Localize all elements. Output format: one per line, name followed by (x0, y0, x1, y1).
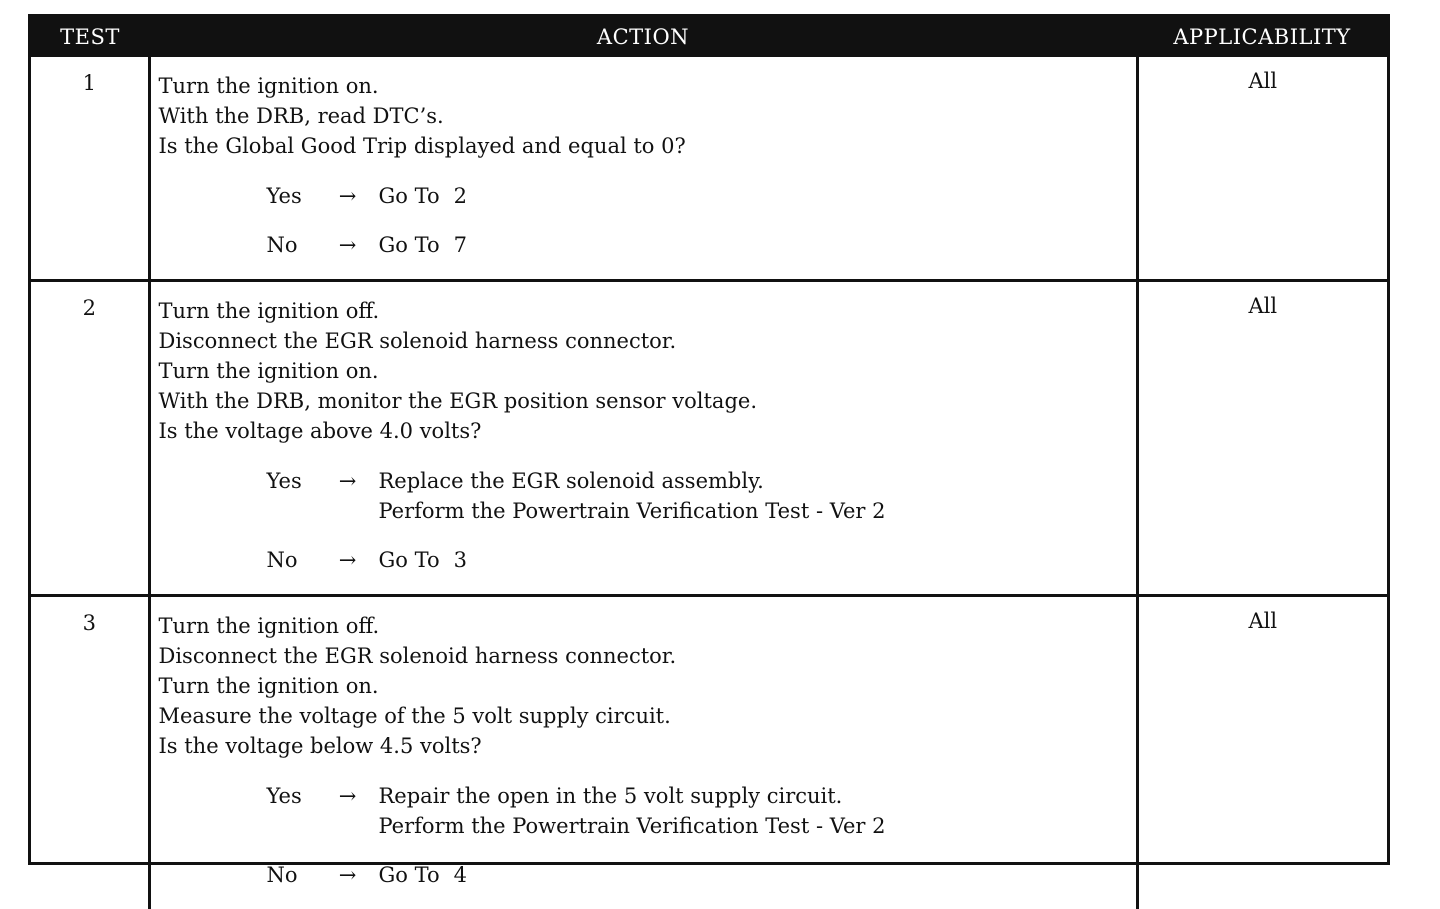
outcomes (267, 466, 1136, 575)
test-table (31, 17, 1387, 909)
header-action: ACTION (149, 17, 1137, 57)
arrow-icon: → (317, 860, 379, 890)
header-test: TEST (31, 17, 149, 57)
outcomes (267, 181, 1136, 260)
applicability-value: All (1137, 281, 1387, 596)
action-cell (149, 57, 1137, 281)
test-row-3 (31, 596, 1387, 909)
arrow-icon: → (317, 781, 379, 811)
goto-label: Go To (379, 184, 440, 208)
yes-result (379, 466, 1136, 526)
goto-label: Go To (379, 548, 440, 572)
no-outcome (267, 545, 1136, 575)
action-step: Turn the ignition on. (159, 671, 1136, 701)
yes-label: Yes (267, 781, 317, 811)
action-step: Measure the voltage of the 5 volt supply circuit. (159, 701, 1136, 731)
action-step: Is the Global Good Trip displayed and equal to 0? (159, 131, 1136, 161)
outcomes (267, 781, 1136, 890)
action-step: Is the voltage above 4.0 volts? (159, 416, 1136, 446)
action-cell (149, 596, 1137, 909)
goto-label: Go To (379, 233, 440, 257)
diagnostic-test-table (28, 14, 1390, 865)
no-outcome (267, 230, 1136, 260)
header-row (31, 17, 1387, 57)
yes-result (379, 181, 1136, 211)
action-cell (149, 281, 1137, 596)
test-row-1 (31, 57, 1387, 281)
action-step: Disconnect the EGR solenoid harness connector. (159, 326, 1136, 356)
action-step: Turn the ignition on. (159, 356, 1136, 386)
result-line: Repair the open in the 5 volt supply circuit. (379, 781, 1136, 811)
test-number: 3 (31, 596, 149, 909)
action-step: Turn the ignition off. (159, 296, 1136, 326)
arrow-icon: → (317, 466, 379, 496)
action-step: Turn the ignition on. (159, 71, 1136, 101)
applicability-value: All (1137, 57, 1387, 281)
yes-outcome (267, 781, 1136, 841)
goto-target: 7 (454, 233, 467, 257)
result-line: Replace the EGR solenoid assembly. (379, 466, 1136, 496)
no-label: No (267, 860, 317, 890)
action-step: Disconnect the EGR solenoid harness connector. (159, 641, 1136, 671)
action-step: Is the voltage below 4.5 volts? (159, 731, 1136, 761)
header-applicability: APPLICABILITY (1137, 17, 1387, 57)
yes-outcome (267, 181, 1136, 211)
action-step: With the DRB, read DTC’s. (159, 101, 1136, 131)
arrow-icon: → (317, 230, 379, 260)
action-steps (159, 611, 1136, 761)
no-result (379, 230, 1136, 260)
goto-target: 4 (454, 863, 467, 887)
test-row-2 (31, 281, 1387, 596)
yes-label: Yes (267, 466, 317, 496)
yes-result (379, 781, 1136, 841)
test-number: 1 (31, 57, 149, 281)
action-step: Turn the ignition off. (159, 611, 1136, 641)
yes-outcome (267, 466, 1136, 526)
action-steps (159, 296, 1136, 446)
applicability-value: All (1137, 596, 1387, 909)
result-line: Perform the Powertrain Verification Test - Ver 2 (379, 496, 1136, 526)
yes-label: Yes (267, 181, 317, 211)
goto-target: 3 (454, 548, 467, 572)
no-result (379, 545, 1136, 575)
goto-target: 2 (454, 184, 467, 208)
no-label: No (267, 230, 317, 260)
test-number: 2 (31, 281, 149, 596)
no-outcome (267, 860, 1136, 890)
no-result (379, 860, 1136, 890)
arrow-icon: → (317, 545, 379, 575)
action-steps (159, 71, 1136, 161)
arrow-icon: → (317, 181, 379, 211)
no-label: No (267, 545, 317, 575)
result-line: Perform the Powertrain Verification Test - Ver 2 (379, 811, 1136, 841)
goto-label: Go To (379, 863, 440, 887)
action-step: With the DRB, monitor the EGR position sensor voltage. (159, 386, 1136, 416)
